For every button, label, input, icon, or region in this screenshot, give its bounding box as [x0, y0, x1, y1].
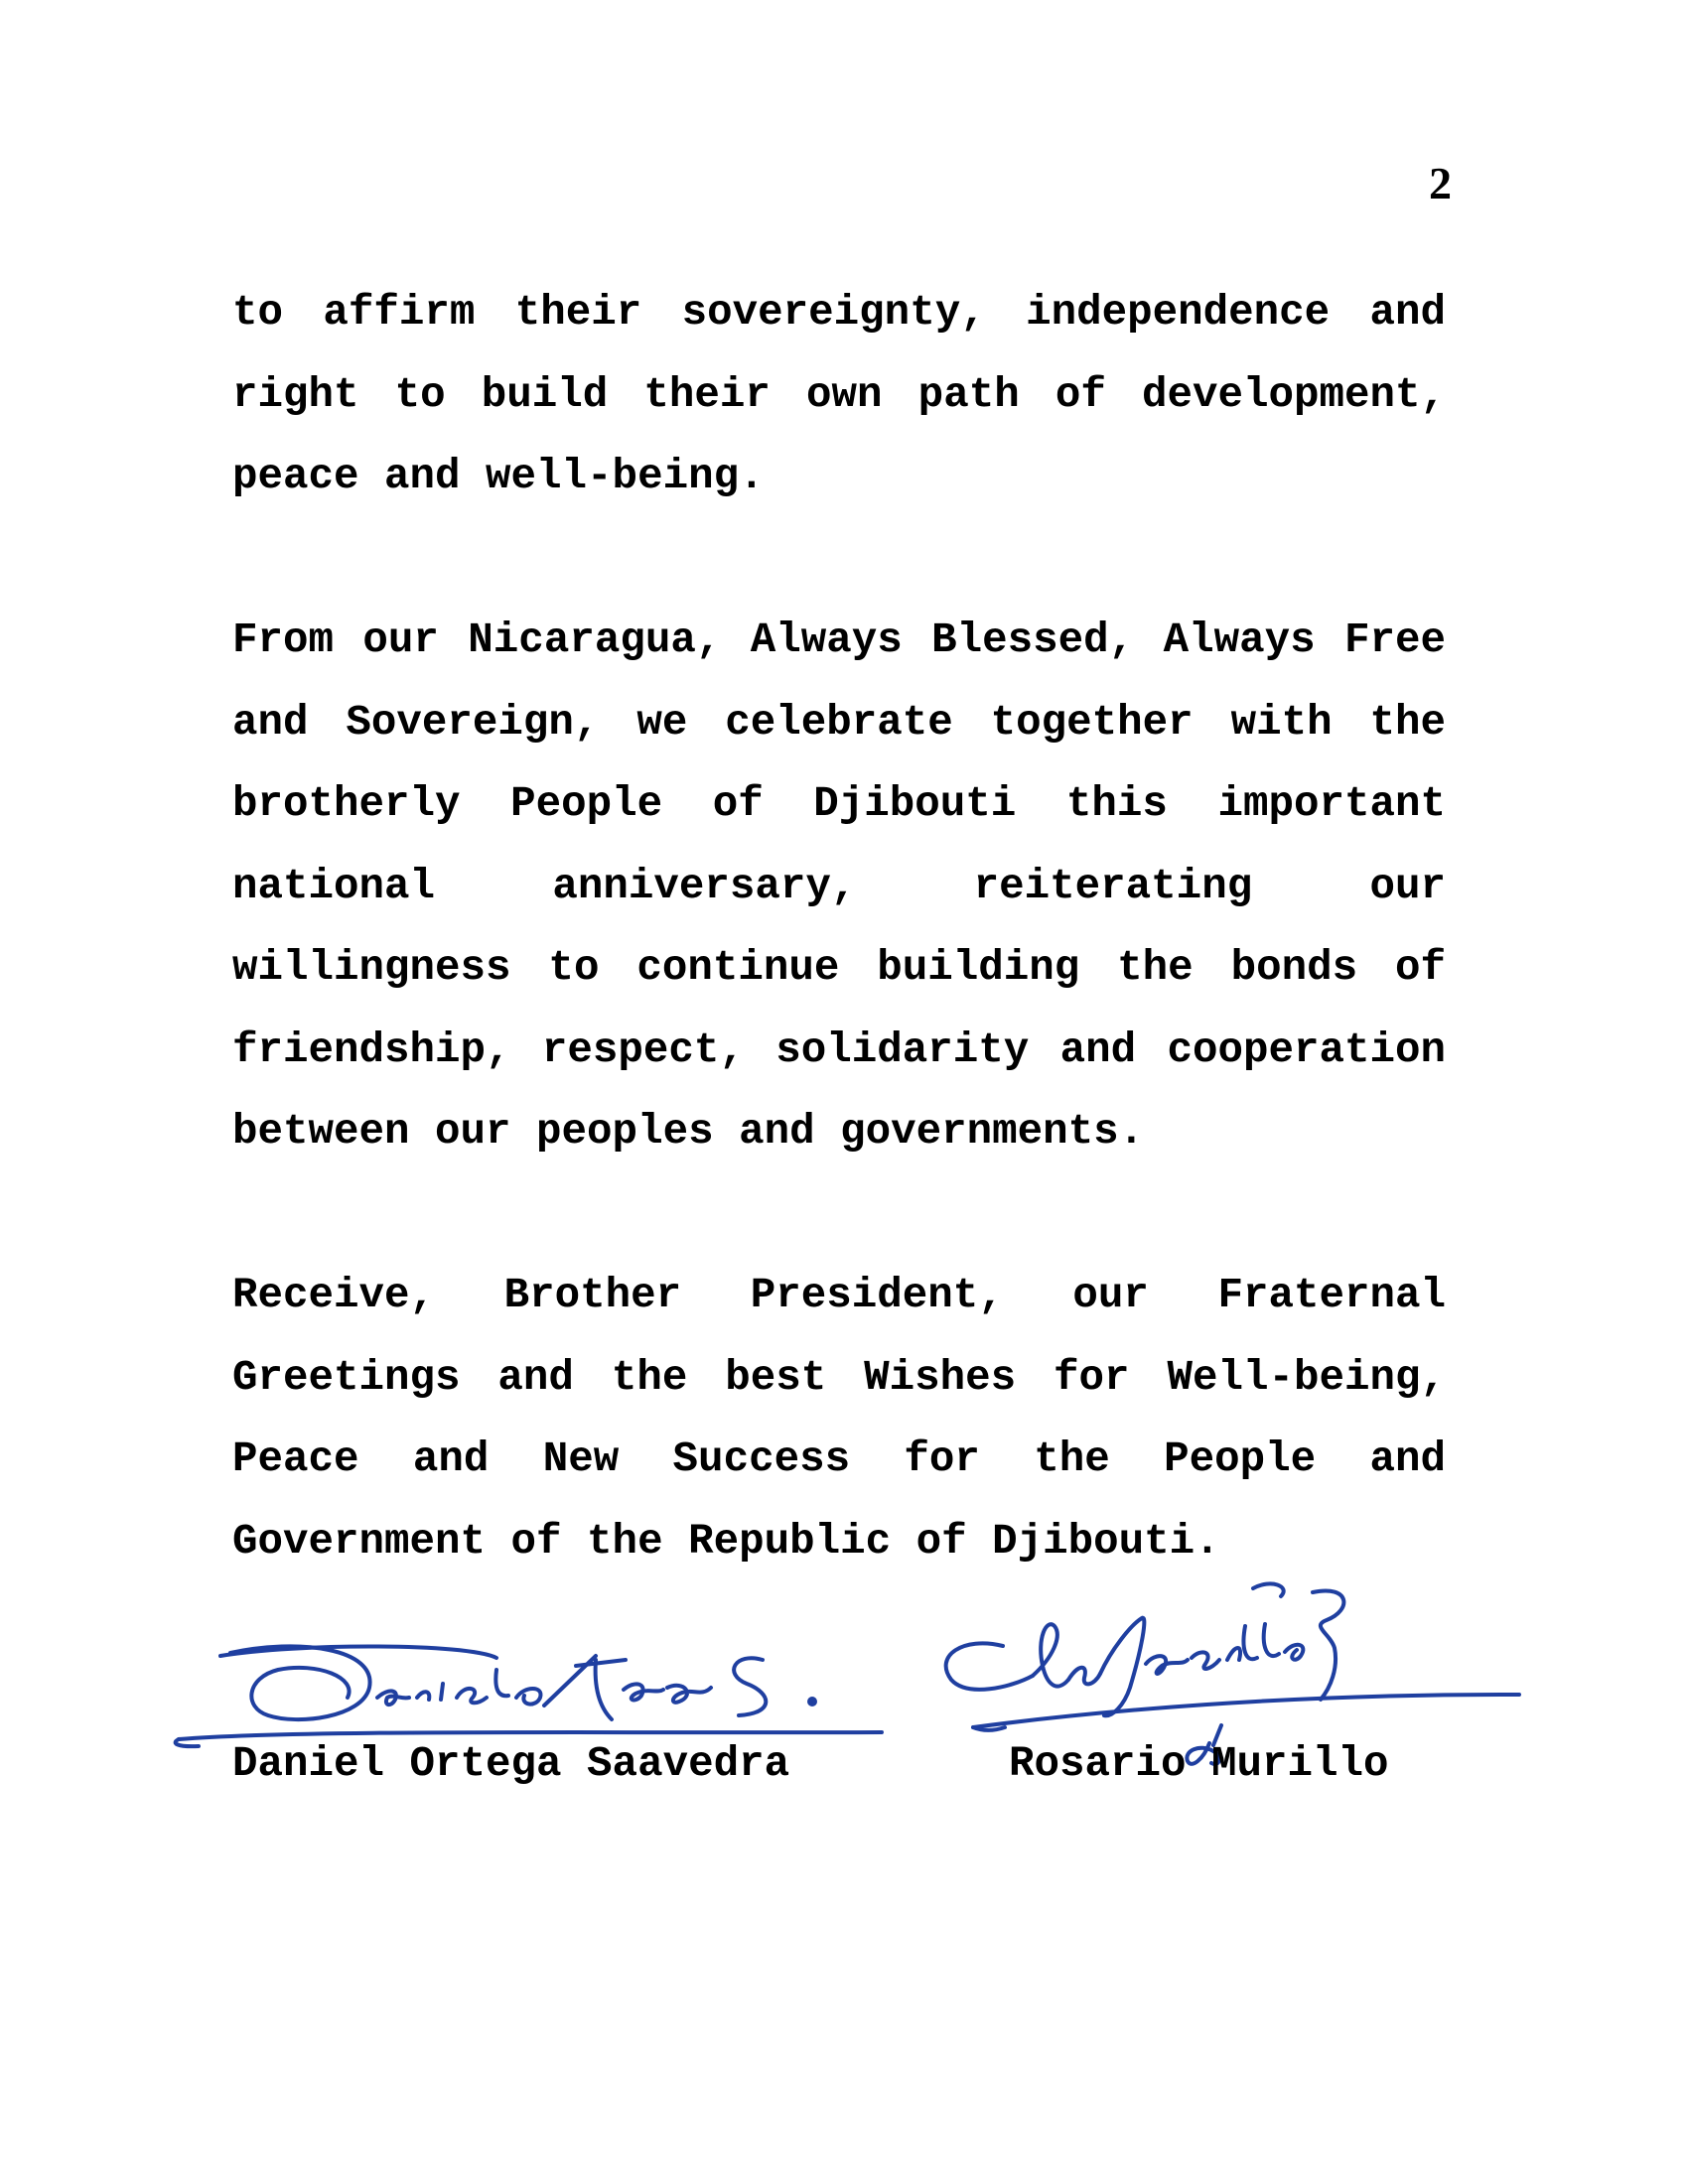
paragraph-3: Receive, Brother President, our Fraternal Greetings and the best Wishes for Well-being, Peace and New Success for the People and Government of the Republic of Djibouti. — [232, 1272, 1446, 1566]
page-number: 2 — [1429, 158, 1452, 208]
letter-body — [232, 272, 1446, 1582]
signer-name-right: Rosario Murillo — [1009, 1740, 1389, 1788]
paragraph-1: to affirm their sovereignty, independence and right to build their own path of development, peace and well-being. — [232, 289, 1446, 500]
signature-rosario-murillo — [946, 1583, 1519, 1764]
signer-name-left: Daniel Ortega Saavedra — [232, 1740, 790, 1788]
signature-daniel-ortega — [176, 1646, 882, 1746]
paragraph-2: From our Nicaragua, Always Blessed, Always Free and Sovereign, we celebrate together with the brotherly People of Djibouti this important national anniversary, reiterating our willingness to continue building the bonds of friendship, respect, solidarity and cooperation between our peoples and governments. — [232, 616, 1446, 1156]
